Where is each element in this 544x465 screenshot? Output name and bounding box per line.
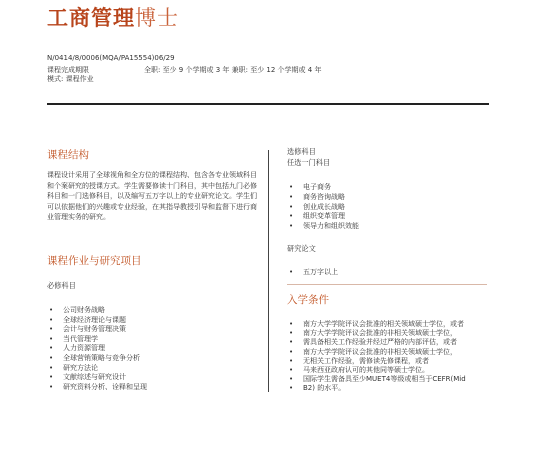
elective-list xyxy=(287,183,359,232)
list-item: • 南方大学学院评议会批准的非相关领域硕士学位， xyxy=(287,329,466,338)
structure-heading: 课程结构 xyxy=(47,149,89,161)
coursework-heading: 课程作业与研究项目 xyxy=(47,255,142,267)
list-item: • 马来西亚政府认可的其他同等硕士学位。 xyxy=(287,366,466,375)
header-rule xyxy=(47,103,489,105)
column-divider xyxy=(268,150,269,392)
list-item: • 南方大学学院评议会批准的相关领域硕士学位，或者 xyxy=(287,320,466,329)
list-item: • 研究资料分析、诠释和呈现 xyxy=(47,383,147,393)
list-item: • 商务咨询战略 xyxy=(287,193,359,203)
list-item: • 公司财务战略 xyxy=(47,306,147,316)
list-item: • 研究方法论 xyxy=(47,364,147,374)
list-item: • 五万字以上 xyxy=(287,268,338,278)
required-list xyxy=(47,306,147,392)
elective-sub: 任选一门科目 xyxy=(287,158,331,167)
admission-heading: 入学条件 xyxy=(287,294,329,306)
list-item: • 组织变革管理 xyxy=(287,212,359,222)
list-item: • 会计与财务管理决策 xyxy=(47,325,147,335)
list-item: • 当代管理学 xyxy=(47,335,147,345)
list-item: • 需具备相关工作经验并经过严格的内部评估，或者 xyxy=(287,338,466,347)
title-part1: 工商管理 xyxy=(47,6,135,30)
page-title xyxy=(47,2,179,32)
list-item: • 全球营销策略与竞争分析 xyxy=(47,354,147,364)
list-item: • 文献综述与研究设计 xyxy=(47,373,147,383)
list-item: • 国际学生需备具至少MUET4等级或相当于CEFR(Mid xyxy=(287,375,466,384)
list-item: • 南方大学学院评议会批准的非相关领域硕士学位， xyxy=(287,348,466,357)
thesis-list xyxy=(287,268,338,278)
admission-list xyxy=(287,320,466,394)
list-item: • B2) 的水平。 xyxy=(287,384,466,393)
list-item: • 创业成长战略 xyxy=(287,203,359,213)
list-item: • 电子商务 xyxy=(287,183,359,193)
thesis-label: 研究论文 xyxy=(287,244,316,253)
list-item: • 无相关工作经验，需修读先修课程，或者 xyxy=(287,357,466,366)
duration-label: 课程完成期限 xyxy=(47,66,89,74)
program-code: N/0414/8/0006(MQA/PA15554)06/29 xyxy=(47,54,175,62)
section-separator xyxy=(287,284,487,285)
list-item: • 全球经济理论与课题 xyxy=(47,316,147,326)
list-item: • 领导力和组织效能 xyxy=(287,222,359,232)
duration-value: 全职: 至少 9 个学期或 3 年 兼职: 至少 12 个学期或 4 年 xyxy=(144,66,322,74)
list-item: • 人力资源管理 xyxy=(47,344,147,354)
structure-text: 课程设计采用了全球视角和全方位的课程结构、包含各专业领域科目和个案研究的授课方式。学生需要修读十门科目，其中包括九门必修科目和一门选修科目，以及编写五万字以上的专业研究论文。学生们可以依据他们的兴趣或专业经验，在其指导教授引导和监督下进行商业管理实务的研究。 xyxy=(47,171,257,221)
required-label: 必修科目 xyxy=(47,281,76,290)
study-mode: 模式: 课程作业 xyxy=(47,75,94,83)
elective-label: 选修科目 xyxy=(287,147,316,156)
title-part2: 博士 xyxy=(135,6,179,30)
